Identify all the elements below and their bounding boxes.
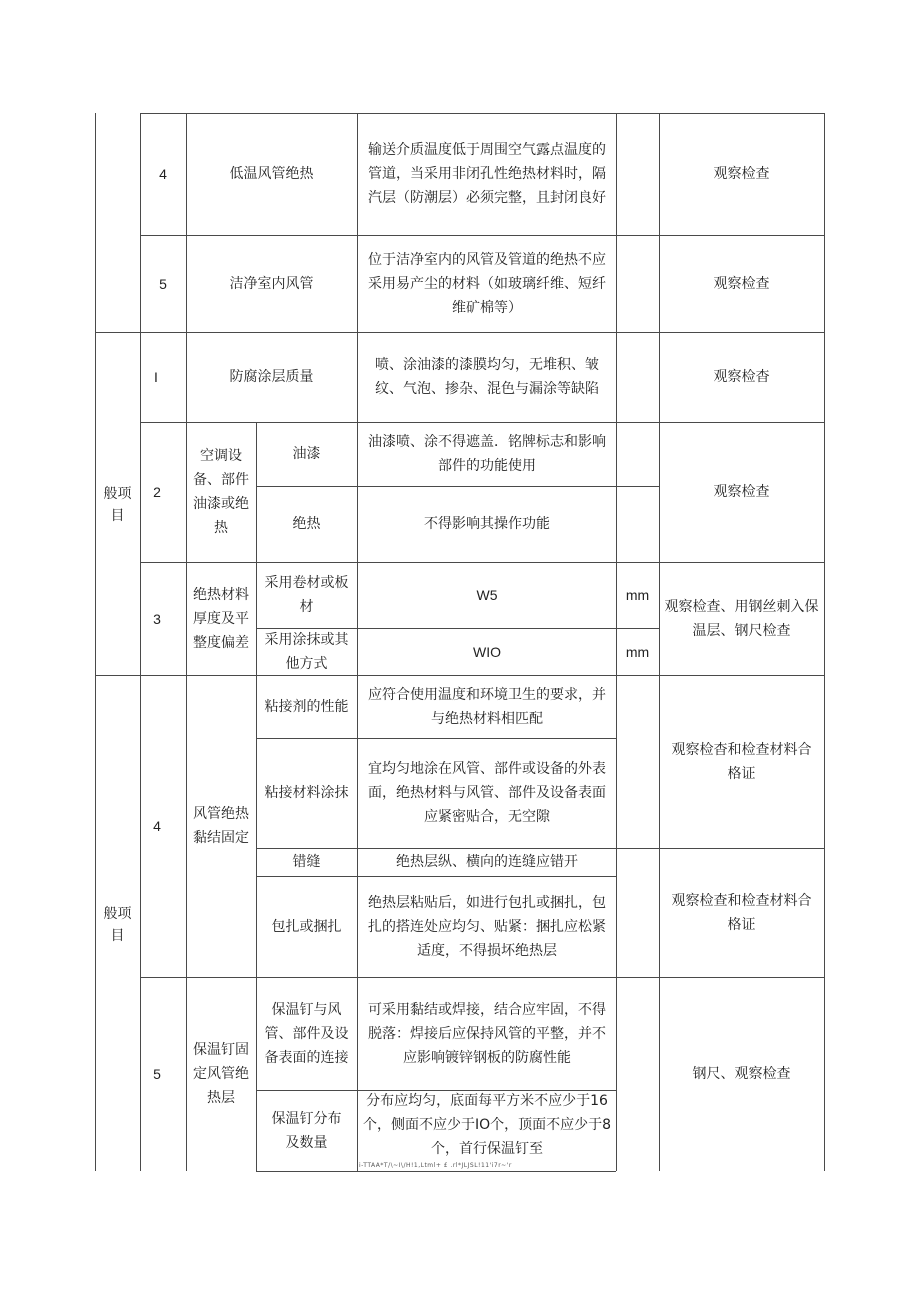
sub-item-name: 采用卷材或板材 [264, 575, 349, 615]
sub-item-name: 保温钉分布及数量 [271, 1110, 342, 1151]
inspection-method: 观察检查 [713, 166, 770, 182]
row-number: 5 [153, 1066, 161, 1082]
unit-label: mm [625, 643, 650, 660]
item-name: 防腐涂层质量 [229, 369, 314, 385]
requirement-text: 可采用黏结或焊接，结合应牢固，不得脱落：焊接后应保持风管的平整，并不应影响镀锌钢板的防腐性能 [368, 1001, 606, 1066]
grid-line [95, 113, 96, 1171]
row-number: 3 [153, 610, 161, 627]
sub-item-name: 油漆 [292, 446, 321, 462]
inspection-method: 观察检查 [713, 275, 770, 292]
requirement-text: 绝热层粘贴后，如进行包扎或捆扎，包扎的搭连处应均匀、贴紧：捆扎应松紧适度，不得损坏绝热层 [368, 894, 606, 959]
item-name: 洁净室内风管 [229, 275, 314, 292]
inspection-method: 观察检查和检查材料合格证 [671, 892, 812, 933]
category-label: 般项目 [103, 906, 132, 944]
sub-item-name: 包扎或捆扎 [271, 918, 342, 935]
sub-item-name: 粘接材料涂抹 [264, 785, 349, 801]
item-name: 保温钉固定风管绝热层 [193, 1042, 249, 1106]
requirement-text: 不得影响其操作功能 [424, 516, 550, 532]
category-label: 般项目 [103, 486, 132, 524]
requirement-text: 应符合使用温度和环境卫生的要求，并与绝热材料相匹配 [368, 686, 606, 727]
item-name: 空调设备、部件油漆或绝热 [193, 448, 249, 536]
grid-line [256, 1171, 616, 1172]
requirement-text: 宜均匀地涂在风管、部件或设备的外表面，绝热材料与风管、部件及设备表面应紧密贴合，无空隙 [368, 761, 606, 825]
sub-item-name: 保温钉与风管、部件及设备表面的连接 [264, 1001, 349, 1066]
requirement-text: 油漆喷、涂不得遮盖．铭牌标志和影响部件的功能使用 [368, 434, 606, 474]
row-number: 4 [153, 818, 161, 834]
sub-item-name: 错缝 [292, 854, 321, 870]
sub-item-name: 粘接剂的性能 [264, 698, 349, 715]
unit-label: mm [625, 587, 650, 603]
inspection-method: 观察检杳和检查材料合格证 [671, 741, 812, 782]
requirement-text: 喷、涂油漆的漆膜均匀，无堆积、皱纹、气泡、掺杂、混色与漏涂等缺陷 [375, 357, 599, 397]
row-number: 4 [159, 166, 167, 182]
tolerance-value: WIO [473, 643, 501, 660]
grid-line [824, 113, 825, 1171]
inspection-method: 观察检杳 [713, 369, 770, 385]
sub-item-name: 采用涂抹或其他方式 [264, 631, 349, 672]
requirement-text: 绝热层纵、横向的连缝应错开 [396, 854, 578, 870]
inspection-method: 钢尺、观察检查 [692, 1066, 791, 1082]
requirement-text: 输送介质温度低于周围空气露点温度的管道，当采用非闭孔性绝热材料时，隔汽层（防潮层）必须完整，且封闭良好 [368, 142, 606, 206]
inspection-method: 观察检查、用钢丝刺入保温层、钢尺检查 [664, 598, 819, 639]
row-number: 2 [153, 484, 161, 500]
row-number: 5 [159, 275, 167, 292]
row-number: I [154, 369, 158, 385]
item-name: 绝热材料厚度及平整度偏差 [193, 586, 249, 651]
item-name: 风管绝热黏结固定 [193, 806, 249, 846]
item-name: 低温风管绝热 [229, 166, 314, 182]
inspection-method: 观察检查 [713, 484, 770, 500]
truncated-text: i-TTAA*T/\~I\/H!1,Ltml+ £ .rl*JLJSL!11'i7r~'r [359, 1162, 512, 1169]
tolerance-value: W5 [476, 587, 498, 603]
requirement-text: 分布应均匀，底面每平方米不应少于16个，侧面不应少于IO个，顶面不应少于8个，首行保温钉至 [362, 1093, 612, 1157]
requirement-text: 位于洁净室内的风管及管道的绝热不应采用易产尘的材料（如玻璃纤维、短纤维矿棉等） [368, 251, 606, 316]
sub-item-name: 绝热 [292, 516, 321, 532]
